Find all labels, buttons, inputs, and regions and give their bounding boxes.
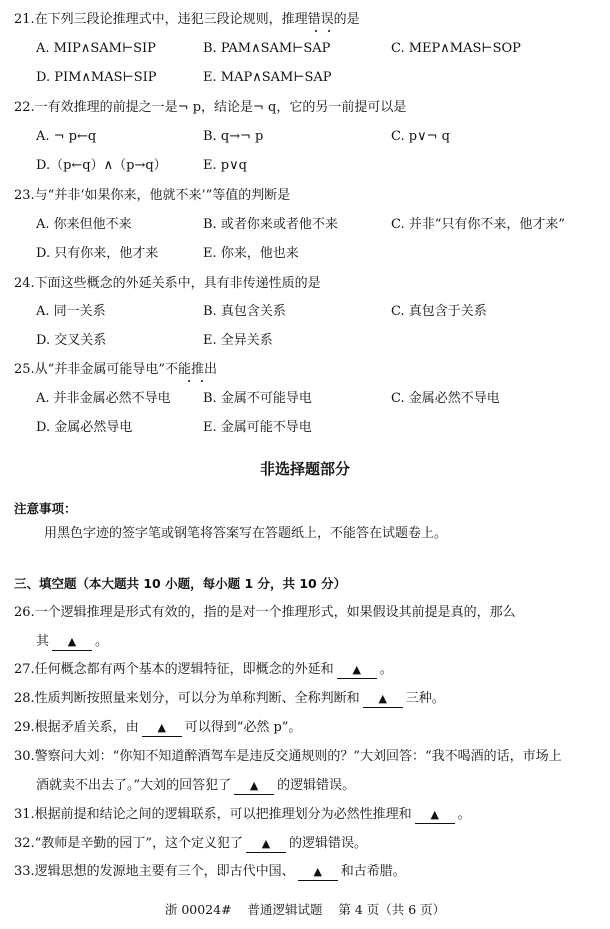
q21-option-e: E. MAP∧SAM⊢SAP: [203, 70, 332, 85]
q30-text-post: 的逻辑错误。: [277, 778, 356, 793]
q24-option-c: C. 真包含于关系: [391, 304, 487, 319]
question-32: [14, 834, 599, 854]
q29-text-pre: 29.根据矛盾关系，由: [14, 720, 139, 735]
question-24-stem: 24.下面这些概念的外延关系中，具有非传递性质的是: [14, 276, 321, 291]
triangle-mark-icon: ▲: [430, 808, 439, 821]
q25-option-c: C. 金属必然不导电: [391, 391, 500, 406]
q21-option-b: B. PAM∧SAM⊢SAP: [203, 41, 331, 56]
q31-text-post: 。: [457, 807, 471, 822]
answer-blank-30: [234, 778, 274, 795]
emphasis-dot: [328, 30, 330, 32]
answer-blank-33: [298, 864, 338, 881]
answer-blank-26: [52, 634, 92, 651]
triangle-mark-icon: ▲: [249, 779, 259, 792]
question-23-stem: 23.与“并非‘如果你来，他就不来’”等值的判断是: [14, 188, 291, 203]
answer-blank-28: [363, 691, 403, 708]
question-30-line2: [36, 776, 610, 796]
question-21-stem: 21.在下列三段论推理式中，违犯三段论规则，推理错误的是: [14, 12, 360, 27]
triangle-mark-icon: ▲: [313, 865, 322, 878]
q24-option-a: A. 同一关系: [36, 304, 106, 319]
q25-option-d: D. 金属必然导电: [36, 420, 133, 435]
question-28: [14, 689, 599, 709]
q23-option-e: E. 你来，他也来: [203, 246, 299, 261]
q23-option-a: A. 你来但他不来: [36, 217, 132, 232]
q32-text-post: 的逻辑错误。: [288, 836, 367, 851]
question-27: [14, 660, 599, 680]
q22-option-a: A. ¬ p←q: [36, 129, 97, 144]
q21-option-c: C. MEP∧MAS⊢SOP: [391, 41, 521, 56]
q32-text-pre: 32.“教师是辛勤的园丁”，这个定义犯了: [14, 836, 243, 851]
q25-option-e: E. 金属可能不导电: [203, 420, 312, 435]
q22-option-e: E. p∨q: [203, 158, 247, 173]
question-33: [14, 862, 599, 882]
q29-text-post: 可以得到“必然 p”。: [184, 720, 302, 735]
q24-option-e: E. 全异关系: [203, 333, 273, 348]
question-25-stem: 25.从“并非金属可能导电”不能推出: [14, 362, 217, 377]
q25-option-a: A. 并非金属必然不导电: [36, 391, 171, 406]
section-title: 非选择题部分: [259, 460, 350, 478]
triangle-mark-icon: ▲: [157, 721, 166, 734]
q28-text-pre: 28.性质判断按照量来划分，可以分为单称判断、全称判断和: [14, 691, 360, 706]
q33-text-pre: 33.逻辑思想的发源地主要有三个，即古代中国、: [14, 864, 295, 879]
q21-option-a: A. MIP∧SAM⊢SIP: [36, 41, 156, 56]
q30-text-pre: 酒就卖不出去了。”大刘的回答犯了: [36, 778, 232, 793]
emphasis-dot: [201, 380, 203, 382]
answer-blank-27: [337, 662, 377, 679]
q21-option-d: D. PIM∧MAS⊢SIP: [36, 70, 157, 85]
emphasis-dot: [188, 380, 190, 382]
question-29: [14, 718, 599, 738]
q22-option-c: C. p∨¬ q: [391, 129, 450, 144]
emphasis-dot: [315, 30, 317, 32]
q24-option-d: D. 交叉关系: [36, 333, 107, 348]
answer-blank-29: [142, 720, 182, 737]
question-31: [14, 805, 599, 825]
notice-heading: 注意事项：: [14, 501, 77, 516]
q26-text-pre: 其: [36, 634, 50, 649]
q33-text-post: 和古希腊。: [340, 864, 406, 879]
question-30-line1: 30.警察问大刘：“你知不知道醉酒驾车是违反交通规则的？”大刘回答：“我不喝酒的话，市场上: [14, 749, 562, 764]
question-26-line1: 26.一个逻辑推理是形式有效的，指的是对一个推理形式，如果假设其前提是真的，那么: [14, 605, 516, 620]
part3-heading: 三、填空题（本大题共 10 小题，每小题 1 分，共 10 分）: [14, 576, 347, 591]
q22-option-d: D.（p←q）∧（p→q）: [36, 158, 167, 173]
question-26-line2: [36, 632, 610, 652]
q23-option-b: B. 或者你来或者他不来: [203, 217, 338, 232]
page-footer: 浙 00024# 普通逻辑试题 第 4 页（共 6 页）: [164, 902, 446, 917]
triangle-mark-icon: ▲: [352, 663, 361, 676]
question-22-stem: 22.一有效推理的前提之一是¬ p，结论是¬ q，它的另一前提可以是: [14, 100, 407, 115]
q26-text-post: 。: [95, 634, 109, 649]
q23-option-c: C. 并非“只有你不来，他才来”: [391, 217, 566, 232]
q27-text-post: 。: [379, 662, 393, 677]
q28-text-post: 三种。: [405, 691, 445, 706]
q31-text-pre: 31.根据前提和结论之间的逻辑联系，可以把推理划分为必然性推理和: [14, 807, 412, 822]
answer-blank-31: [415, 807, 455, 824]
q25-option-b: B. 金属不可能导电: [203, 391, 312, 406]
q27-text-pre: 27.任何概念都有两个基本的逻辑特征，即概念的外延和: [14, 662, 334, 677]
answer-blank-32: [246, 836, 286, 853]
notice-body: 用黑色字迹的签字笔或钢笔将答案写在答题纸上，不能答在试题卷上。: [44, 526, 448, 541]
triangle-mark-icon: ▲: [67, 635, 77, 648]
q23-option-d: D. 只有你来，他才来: [36, 246, 159, 261]
q24-option-b: B. 真包含关系: [203, 304, 286, 319]
triangle-mark-icon: ▲: [261, 837, 271, 850]
q22-option-b: B. q→¬ p: [203, 129, 264, 144]
triangle-mark-icon: ▲: [378, 692, 387, 705]
